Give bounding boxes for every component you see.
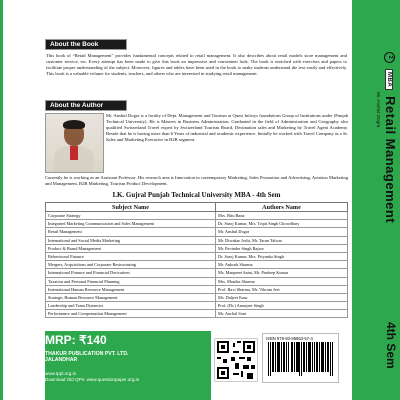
barcode-icon: [267, 342, 333, 376]
authors-cell: Mr. Ankush Sharma: [216, 261, 348, 269]
table-row: [46, 277, 348, 285]
about-book-text: This book of “Retail Management” provides fundamental concepts related to retail management. It also describes about retail models store management and customer service, etc. Every attempt has been made to give this book an impressive and convenient look. The book is enriched with exercises and papers to facilitate proper understanding of the subject. Moreover, figures and tables have been used in the book to make students understand the text easily and effectively. This book is a valuable volume for students, teachers, and others who are interested in studying retail management.: [46, 53, 347, 76]
syllabus-title: I.K. Gujral Punjab Technical University MBA - 4th Sem: [112, 191, 281, 199]
subject-cell: Leadership and Team Dynamics: [46, 302, 216, 310]
about-book-heading: About the Book: [45, 39, 127, 50]
subject-table-body: [46, 212, 348, 318]
table-row: [46, 252, 348, 260]
subject-cell: Performance and Compensation Management: [46, 310, 216, 318]
authors-cell: Mr. Anshul Dogra: [216, 228, 348, 236]
price-label: MRP: ₹140: [45, 333, 107, 347]
publisher-city: JALANDHAR: [45, 357, 78, 364]
col-subject-header: Subject Name: [46, 203, 216, 212]
subject-cell: International and Social Media Marketing: [46, 236, 216, 244]
barcode-block: [262, 333, 339, 383]
col-authors-header: Authors Name: [216, 203, 348, 212]
table-row: [46, 261, 348, 269]
authors-cell: Mr. Pavinder Singh Bajwa: [216, 244, 348, 252]
authors-cell: Dr. Saroj Kumar, Mrs. Priyanka Singh: [216, 252, 348, 260]
authors-cell: Dr. Saroj Kumar, Mrs. Tripti Singh Chowdhary: [216, 220, 348, 228]
subject-cell: Corporate Strategy: [46, 212, 216, 220]
table-row: [46, 269, 348, 277]
authors-cell: Mr. Diwakar Joshi, Mr. Tarun Talwar: [216, 236, 348, 244]
publisher-name: THAKUR PUBLICATION PVT. LTD.: [45, 351, 129, 357]
table-row: [46, 244, 348, 252]
table-row: [46, 212, 348, 220]
subject-cell: Mergers, Acquisitions and Corporate Restructuring: [46, 261, 216, 269]
subject-cell: Retail Management: [46, 228, 216, 236]
isbn-label: ISBN 978-93-86863-57-4: [266, 336, 313, 341]
table-row: [46, 228, 348, 236]
publisher-website[interactable]: www.tppl.org.in: [45, 371, 77, 376]
author-bio: Mr. Anshul Dogra is a faculty of Dept. Management and Tourism at Quest Infosys foundations Group of Institutions under (Punjab Technical University). He is Masters in Business Administration. Graduated in the field of Administration and Geography also qualified Switzerland Travel expert by Switzerland Tourism Board, Destination sales and Marketing by Travel Agent Academy. Beside that he is having more than 6 Years of industrial and academic experience. Initially he worked with Travel Company as a Sr. Sales and Marketing Executive in B2B segment.: [106, 113, 348, 142]
spine-text: [354, 52, 398, 398]
authors-cell: Prof. (Dr.) Amarjeet Singh: [216, 302, 348, 310]
about-author-section: [45, 100, 348, 199]
authors-cell: Prof. Ravi Sharma, Mr. Vikram Jeet: [216, 285, 348, 293]
authors-cell: Mrs. Monika Sharma: [216, 277, 348, 285]
table-row: [46, 236, 348, 244]
qr-code-icon: [214, 338, 258, 382]
spine-author: Mr. Anshul Dogra: [376, 92, 381, 128]
subject-table: [45, 202, 348, 318]
download-link[interactable]: Download Old QPs: www.questionpaper.org.in: [45, 376, 140, 382]
subject-cell: Strategic Human Resource Management: [46, 293, 216, 301]
subject-cell: Behavioural Finance: [46, 252, 216, 260]
about-book-section: [45, 39, 348, 77]
about-author-heading: About the Author: [45, 100, 127, 111]
table-row: [46, 293, 348, 301]
table-row: [46, 285, 348, 293]
authors-cell: Ms. Daljeet Kaur: [216, 293, 348, 301]
author-block: [45, 113, 348, 199]
subject-cell: International Human Resource Management: [46, 285, 216, 293]
spine-semester: 4th Sem: [384, 322, 398, 369]
program-badge: MBA: [385, 69, 393, 90]
table-row: [46, 302, 348, 310]
publisher-block: [45, 351, 205, 364]
spine-title: Retail Management: [383, 96, 398, 224]
subject-cell: Integrated Marketing Communication and Sales Management: [46, 220, 216, 228]
table-row: [46, 310, 348, 318]
subject-cell: International Finance and Financial Derivatives: [46, 269, 216, 277]
authors-cell: Mr. Anchal Soni: [216, 310, 348, 318]
subject-cell: Product & Brand Management: [46, 244, 216, 252]
authors-cell: Ms. Manpreet Saini, Mr. Pardeep Kumar: [216, 269, 348, 277]
author-bio-continued: Currently he is working as an Assistant Professor. His research area is Innovation in contemporary Marketing, Sales Promotion and Advertising, Aviation Marketing and Management, B2B Marketing, Tourism Product Development.: [45, 175, 348, 186]
subject-cell: Taxation and Personal Financial Planning: [46, 277, 216, 285]
volume-number: 2: [384, 52, 395, 63]
author-photo: [45, 113, 104, 173]
publisher-links: [45, 371, 205, 382]
table-row: [46, 220, 348, 228]
authors-cell: Mrs. Ritu Rana: [216, 212, 348, 220]
